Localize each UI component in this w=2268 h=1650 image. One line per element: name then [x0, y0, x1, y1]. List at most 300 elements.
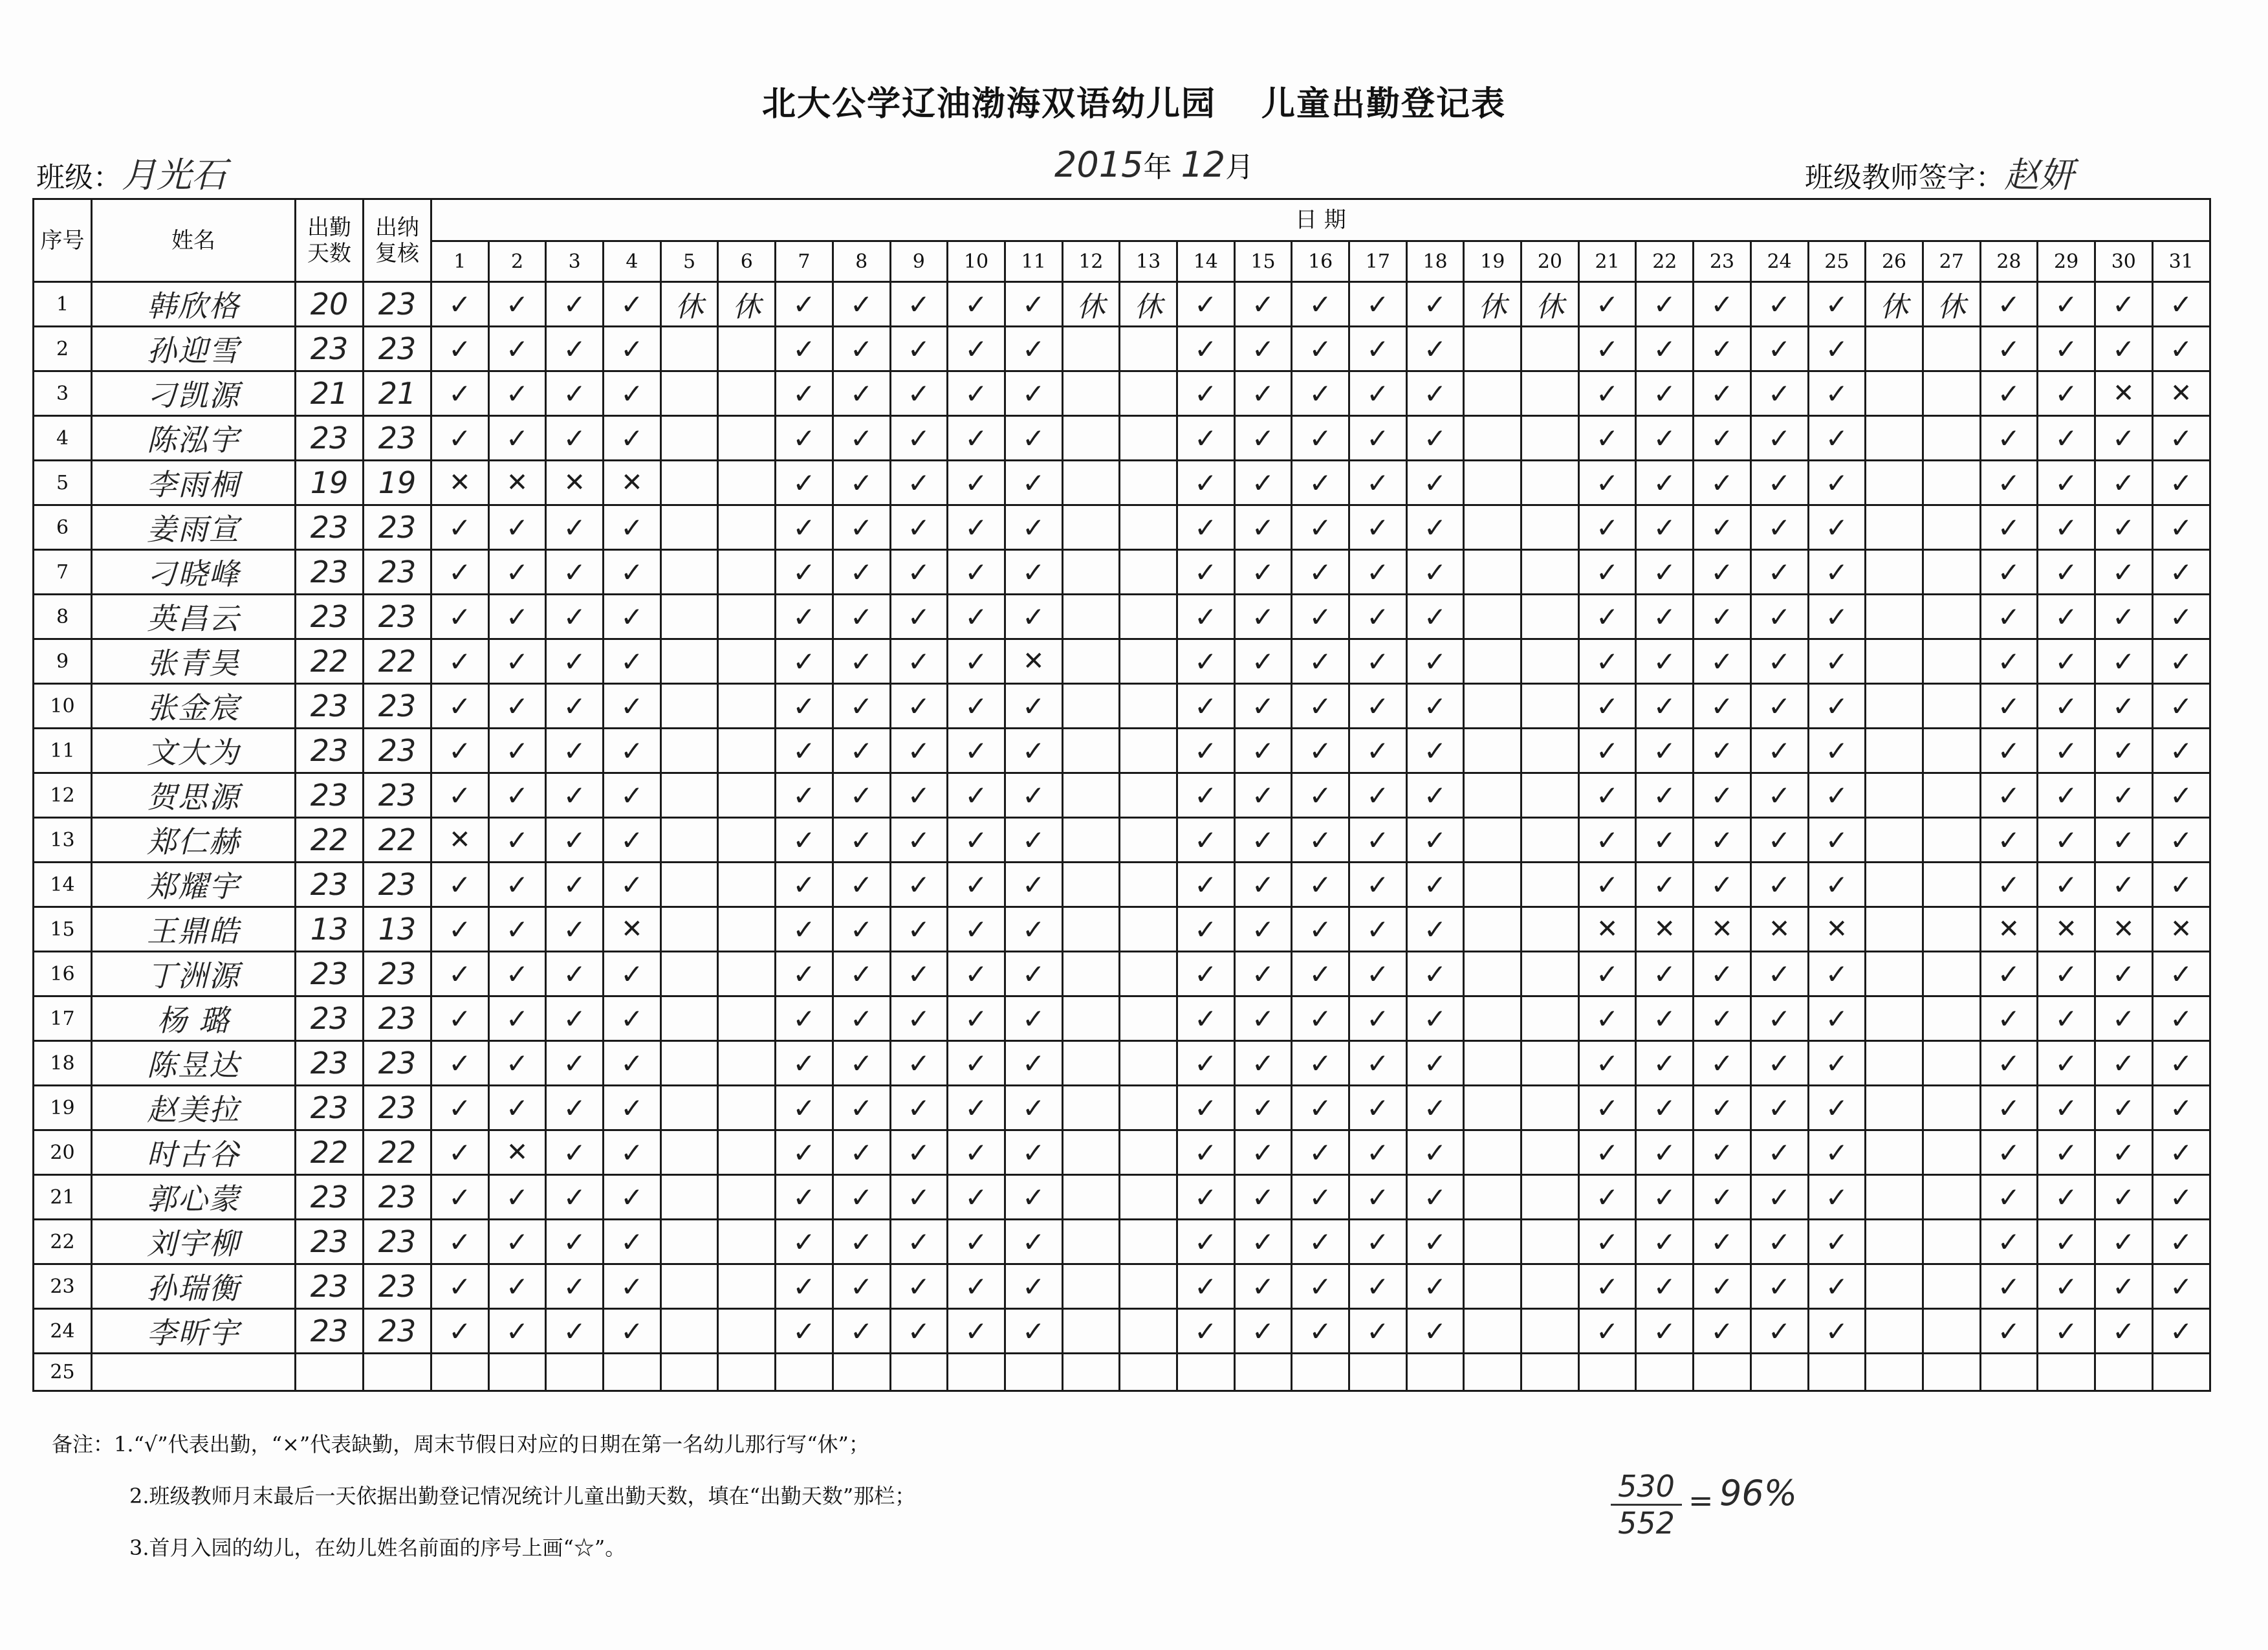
present-mark: ✓: [1980, 1309, 2038, 1354]
present-mark: ✓: [1177, 1220, 1234, 1264]
present-mark: ✓: [488, 996, 546, 1041]
present-mark: ✓: [2152, 416, 2210, 461]
present-mark: ✓: [1694, 595, 1751, 639]
date-header-cell: 26: [1866, 241, 1923, 282]
date-field: [1054, 144, 1254, 185]
present-mark: ✓: [604, 818, 661, 863]
present-mark: ✓: [488, 1309, 546, 1354]
child-name: 王鼎皓: [92, 907, 296, 952]
present-mark: ✓: [776, 282, 833, 327]
present-mark: ✓: [1005, 550, 1062, 595]
empty-cell: [718, 1175, 776, 1220]
present-mark: ✓: [833, 550, 890, 595]
empty-cell: [1120, 416, 1177, 461]
empty-cell: [1866, 1264, 1923, 1309]
present-mark: ✓: [1234, 595, 1292, 639]
present-mark: ✓: [1578, 1086, 1636, 1130]
cashier-check: [364, 1354, 431, 1391]
row-seq: 21: [34, 1175, 92, 1220]
present-mark: ✓: [1750, 505, 1808, 550]
present-mark: ✓: [1406, 371, 1464, 416]
empty-cell: [1923, 1175, 1980, 1220]
empty-cell: [718, 952, 776, 996]
empty-cell: [1120, 1309, 1177, 1354]
absent-mark: ✕: [431, 461, 489, 505]
row-seq: 24: [34, 1309, 92, 1354]
cashier-check: 23: [364, 773, 431, 818]
present-mark: ✓: [890, 1220, 948, 1264]
present-mark: ✓: [488, 371, 546, 416]
present-mark: ✓: [1406, 461, 1464, 505]
table-row: [34, 327, 2210, 371]
present-mark: ✓: [2038, 684, 2095, 729]
empty-cell: [1866, 996, 1923, 1041]
table-row: [34, 282, 2210, 327]
present-mark: ✓: [1349, 595, 1407, 639]
present-mark: ✓: [604, 282, 661, 327]
present-mark: ✓: [1636, 282, 1694, 327]
present-mark: ✓: [1750, 773, 1808, 818]
present-mark: ✓: [890, 907, 948, 952]
present-mark: ✓: [1349, 863, 1407, 907]
table-row: [34, 1130, 2210, 1175]
present-mark: ✓: [546, 729, 604, 773]
present-mark: ✓: [431, 639, 489, 684]
table-row: [34, 416, 2210, 461]
empty-cell: [1120, 907, 1177, 952]
present-mark: ✓: [890, 327, 948, 371]
row-seq: 1: [34, 282, 92, 327]
empty-cell: [1464, 1175, 1521, 1220]
empty-cell: [660, 327, 718, 371]
present-mark: ✓: [890, 684, 948, 729]
empty-cell: [660, 1309, 718, 1354]
empty-cell: [1750, 1354, 1808, 1391]
row-seq: 7: [34, 550, 92, 595]
empty-cell: [1808, 1354, 1866, 1391]
present-mark: ✓: [833, 863, 890, 907]
child-name: 孙迎雪: [92, 327, 296, 371]
attendance-days: 22: [296, 1130, 364, 1175]
present-mark: ✓: [948, 639, 1005, 684]
present-mark: ✓: [1005, 1086, 1062, 1130]
rate-fraction: [1611, 1469, 1682, 1541]
date-header-cell: 1: [431, 241, 489, 282]
present-mark: ✓: [776, 461, 833, 505]
empty-cell: [1464, 595, 1521, 639]
empty-cell: [1120, 550, 1177, 595]
present-mark: ✓: [546, 1175, 604, 1220]
present-mark: ✓: [1406, 505, 1464, 550]
present-mark: ✓: [2152, 996, 2210, 1041]
note-2: 2.班级教师月末最后一天依据出勤登记情况统计儿童出勤天数，填在“出勤天数”那栏；: [129, 1484, 916, 1508]
present-mark: ✓: [488, 639, 546, 684]
present-mark: ✓: [1005, 327, 1062, 371]
present-mark: ✓: [833, 1309, 890, 1354]
class-label: 班级：: [36, 161, 122, 194]
attendance-days: 23: [296, 416, 364, 461]
child-name: 刘宇柳: [92, 1220, 296, 1264]
empty-cell: [1464, 1086, 1521, 1130]
rate-numerator: 530: [1611, 1469, 1682, 1506]
table-row: [34, 1041, 2210, 1086]
empty-cell: [1923, 595, 1980, 639]
present-mark: ✓: [2152, 729, 2210, 773]
date-header-cell: 31: [2152, 241, 2210, 282]
present-mark: ✓: [546, 282, 604, 327]
present-mark: ✓: [2095, 996, 2152, 1041]
present-mark: ✓: [2152, 461, 2210, 505]
present-mark: ✓: [2152, 1264, 2210, 1309]
attendance-rate-calc: [1611, 1469, 1844, 1559]
present-mark: ✓: [2095, 1130, 2152, 1175]
empty-cell: [1062, 1220, 1120, 1264]
present-mark: ✓: [2038, 461, 2095, 505]
empty-cell: [1464, 684, 1521, 729]
empty-cell: [1923, 818, 1980, 863]
present-mark: ✓: [833, 1264, 890, 1309]
present-mark: ✓: [1808, 505, 1866, 550]
holiday-mark: 休: [1464, 282, 1521, 327]
empty-cell: [1062, 684, 1120, 729]
empty-cell: [1521, 1309, 1579, 1354]
present-mark: ✓: [1808, 1309, 1866, 1354]
empty-cell: [890, 1354, 948, 1391]
date-header-cell: 14: [1177, 241, 1234, 282]
present-mark: ✓: [1349, 907, 1407, 952]
empty-cell: [1866, 729, 1923, 773]
present-mark: ✓: [1177, 416, 1234, 461]
present-mark: ✓: [488, 1086, 546, 1130]
present-mark: ✓: [1980, 550, 2038, 595]
present-mark: ✓: [2038, 1175, 2095, 1220]
present-mark: ✓: [2152, 282, 2210, 327]
present-mark: ✓: [1636, 996, 1694, 1041]
present-mark: ✓: [890, 639, 948, 684]
present-mark: ✓: [1808, 1220, 1866, 1264]
child-name: 刁凯源: [92, 371, 296, 416]
present-mark: ✓: [1578, 729, 1636, 773]
cashier-check: 23: [364, 863, 431, 907]
child-name: 郑耀宇: [92, 863, 296, 907]
present-mark: ✓: [1349, 952, 1407, 996]
present-mark: ✓: [1349, 505, 1407, 550]
present-mark: ✓: [546, 684, 604, 729]
present-mark: ✓: [488, 907, 546, 952]
empty-cell: [1062, 1086, 1120, 1130]
empty-cell: [1464, 416, 1521, 461]
empty-cell: [1521, 505, 1579, 550]
present-mark: ✓: [833, 729, 890, 773]
present-mark: ✓: [1694, 416, 1751, 461]
present-mark: ✓: [1578, 818, 1636, 863]
present-mark: ✓: [1578, 1041, 1636, 1086]
present-mark: ✓: [1292, 327, 1349, 371]
present-mark: ✓: [1406, 1041, 1464, 1086]
empty-cell: [1923, 461, 1980, 505]
school-name: 北大公学辽油渤海双语幼儿园: [761, 84, 1216, 124]
empty-cell: [1521, 416, 1579, 461]
present-mark: ✓: [833, 1086, 890, 1130]
present-mark: ✓: [776, 1264, 833, 1309]
cashier-check: 23: [364, 327, 431, 371]
present-mark: ✓: [604, 595, 661, 639]
present-mark: ✓: [833, 639, 890, 684]
present-mark: ✓: [1406, 639, 1464, 684]
header-days: [296, 199, 364, 282]
present-mark: ✓: [431, 595, 489, 639]
present-mark: ✓: [833, 1175, 890, 1220]
empty-cell: [546, 1354, 604, 1391]
present-mark: ✓: [1694, 818, 1751, 863]
empty-cell: [660, 863, 718, 907]
date-header-cell: 21: [1578, 241, 1636, 282]
present-mark: ✓: [1406, 1086, 1464, 1130]
table-row: [34, 1175, 2210, 1220]
absent-mark: ✕: [2038, 907, 2095, 952]
present-mark: ✓: [1636, 1175, 1694, 1220]
present-mark: ✓: [948, 1309, 1005, 1354]
present-mark: ✓: [2152, 1086, 2210, 1130]
present-mark: ✓: [1292, 505, 1349, 550]
empty-cell: [1866, 639, 1923, 684]
present-mark: ✓: [1005, 461, 1062, 505]
cashier-check: 13: [364, 907, 431, 952]
present-mark: ✓: [604, 1309, 661, 1354]
present-mark: ✓: [2095, 773, 2152, 818]
header-check: [364, 199, 431, 282]
date-header-cell: 7: [776, 241, 833, 282]
empty-cell: [1521, 550, 1579, 595]
present-mark: ✓: [546, 996, 604, 1041]
cashier-check: 22: [364, 639, 431, 684]
present-mark: ✓: [948, 1220, 1005, 1264]
empty-cell: [833, 1354, 890, 1391]
absent-mark: ✕: [1694, 907, 1751, 952]
present-mark: ✓: [776, 729, 833, 773]
attendance-days: 23: [296, 505, 364, 550]
present-mark: ✓: [2038, 327, 2095, 371]
present-mark: ✓: [833, 416, 890, 461]
empty-cell: [1923, 550, 1980, 595]
present-mark: ✓: [1980, 461, 2038, 505]
attendance-days: 21: [296, 371, 364, 416]
present-mark: ✓: [488, 684, 546, 729]
empty-cell: [1234, 1354, 1292, 1391]
empty-cell: [2152, 1354, 2210, 1391]
empty-cell: [718, 1086, 776, 1130]
present-mark: ✓: [1808, 818, 1866, 863]
empty-cell: [1120, 505, 1177, 550]
empty-cell: [1521, 1086, 1579, 1130]
empty-cell: [1521, 461, 1579, 505]
present-mark: ✓: [1177, 818, 1234, 863]
present-mark: ✓: [1406, 818, 1464, 863]
present-mark: ✓: [890, 371, 948, 416]
attendance-days: 20: [296, 282, 364, 327]
cashier-check: 23: [364, 1220, 431, 1264]
empty-cell: [718, 1220, 776, 1264]
present-mark: ✓: [2152, 505, 2210, 550]
empty-cell: [1521, 684, 1579, 729]
present-mark: ✓: [604, 327, 661, 371]
present-mark: ✓: [2038, 1041, 2095, 1086]
attendance-days: 23: [296, 1175, 364, 1220]
cashier-check: 23: [364, 505, 431, 550]
present-mark: ✓: [1292, 1264, 1349, 1309]
date-header-cell: 20: [1521, 241, 1579, 282]
present-mark: ✓: [431, 1309, 489, 1354]
date-header-cell: 13: [1120, 241, 1177, 282]
note-1: [52, 1418, 915, 1470]
empty-cell: [1062, 416, 1120, 461]
present-mark: ✓: [1349, 1130, 1407, 1175]
table-row: [34, 729, 2210, 773]
empty-cell: [660, 1264, 718, 1309]
present-mark: ✓: [1694, 1041, 1751, 1086]
present-mark: ✓: [2095, 505, 2152, 550]
table-row: [34, 505, 2210, 550]
child-name: 贺思源: [92, 773, 296, 818]
empty-cell: [1464, 371, 1521, 416]
present-mark: ✓: [431, 684, 489, 729]
present-mark: ✓: [431, 1086, 489, 1130]
empty-cell: [1866, 1309, 1923, 1354]
present-mark: ✓: [776, 818, 833, 863]
child-name: 刁晓峰: [92, 550, 296, 595]
present-mark: ✓: [431, 1130, 489, 1175]
present-mark: ✓: [948, 863, 1005, 907]
present-mark: ✓: [1406, 1264, 1464, 1309]
present-mark: ✓: [1177, 505, 1234, 550]
date-header-cell: 9: [890, 241, 948, 282]
empty-cell: [1923, 505, 1980, 550]
present-mark: ✓: [1636, 818, 1694, 863]
present-mark: ✓: [1980, 327, 2038, 371]
date-header-cell: 28: [1980, 241, 2038, 282]
present-mark: ✓: [1005, 595, 1062, 639]
present-mark: ✓: [431, 952, 489, 996]
present-mark: ✓: [1177, 282, 1234, 327]
empty-cell: [1866, 550, 1923, 595]
present-mark: ✓: [488, 1220, 546, 1264]
child-name: 陈泓宇: [92, 416, 296, 461]
present-mark: ✓: [1980, 863, 2038, 907]
date-header-cell: 10: [948, 241, 1005, 282]
present-mark: ✓: [833, 371, 890, 416]
date-header-cell: 30: [2095, 241, 2152, 282]
empty-cell: [660, 371, 718, 416]
present-mark: ✓: [1750, 639, 1808, 684]
present-mark: ✓: [890, 1130, 948, 1175]
present-mark: ✓: [1808, 595, 1866, 639]
present-mark: ✓: [1177, 1309, 1234, 1354]
present-mark: ✓: [1980, 505, 2038, 550]
present-mark: ✓: [1234, 818, 1292, 863]
empty-cell: [1866, 1220, 1923, 1264]
empty-cell: [1464, 1264, 1521, 1309]
present-mark: ✓: [1349, 773, 1407, 818]
present-mark: ✓: [1636, 863, 1694, 907]
present-mark: ✓: [776, 1130, 833, 1175]
present-mark: ✓: [833, 773, 890, 818]
date-header-cell: 3: [546, 241, 604, 282]
present-mark: ✓: [890, 818, 948, 863]
empty-cell: [1120, 639, 1177, 684]
attendance-days: 19: [296, 461, 364, 505]
present-mark: ✓: [776, 1041, 833, 1086]
present-mark: ✓: [2038, 371, 2095, 416]
row-seq: 18: [34, 1041, 92, 1086]
present-mark: ✓: [1349, 1175, 1407, 1220]
present-mark: ✓: [1349, 1264, 1407, 1309]
row-seq: 23: [34, 1264, 92, 1309]
present-mark: ✓: [1636, 461, 1694, 505]
present-mark: ✓: [1349, 1220, 1407, 1264]
present-mark: ✓: [776, 327, 833, 371]
date-header-cell: 15: [1234, 241, 1292, 282]
present-mark: ✓: [2038, 863, 2095, 907]
empty-cell: [718, 1264, 776, 1309]
empty-cell: [2038, 1354, 2095, 1391]
present-mark: ✓: [604, 416, 661, 461]
empty-cell: [1923, 996, 1980, 1041]
row-seq: 13: [34, 818, 92, 863]
present-mark: ✓: [2038, 818, 2095, 863]
present-mark: ✓: [1406, 863, 1464, 907]
empty-cell: [718, 461, 776, 505]
empty-cell: [1866, 907, 1923, 952]
empty-cell: [718, 1130, 776, 1175]
table-row: [34, 773, 2210, 818]
present-mark: ✓: [833, 907, 890, 952]
present-mark: ✓: [1406, 1309, 1464, 1354]
present-mark: ✓: [1980, 1264, 2038, 1309]
present-mark: ✓: [1234, 371, 1292, 416]
present-mark: ✓: [2152, 550, 2210, 595]
empty-cell: [718, 639, 776, 684]
empty-cell: [1464, 550, 1521, 595]
empty-cell: [1120, 595, 1177, 639]
empty-cell: [776, 1354, 833, 1391]
present-mark: ✓: [948, 416, 1005, 461]
empty-cell: [1120, 863, 1177, 907]
present-mark: ✓: [1177, 1175, 1234, 1220]
empty-cell: [1120, 1086, 1177, 1130]
present-mark: ✓: [431, 773, 489, 818]
table-row: [34, 996, 2210, 1041]
holiday-mark: 休: [1866, 282, 1923, 327]
present-mark: ✓: [1406, 1175, 1464, 1220]
table-row: [34, 550, 2210, 595]
present-mark: ✓: [1980, 282, 2038, 327]
present-mark: ✓: [604, 639, 661, 684]
cashier-check: 23: [364, 595, 431, 639]
empty-cell: [1866, 595, 1923, 639]
empty-cell: [1464, 461, 1521, 505]
empty-cell: [1120, 1175, 1177, 1220]
present-mark: ✓: [2038, 1130, 2095, 1175]
empty-cell: [1062, 461, 1120, 505]
empty-cell: [718, 550, 776, 595]
present-mark: ✓: [604, 1086, 661, 1130]
present-mark: ✓: [1750, 818, 1808, 863]
present-mark: ✓: [1578, 1220, 1636, 1264]
present-mark: ✓: [604, 1220, 661, 1264]
empty-cell: [660, 505, 718, 550]
present-mark: ✓: [1005, 282, 1062, 327]
empty-cell: [1349, 1354, 1407, 1391]
